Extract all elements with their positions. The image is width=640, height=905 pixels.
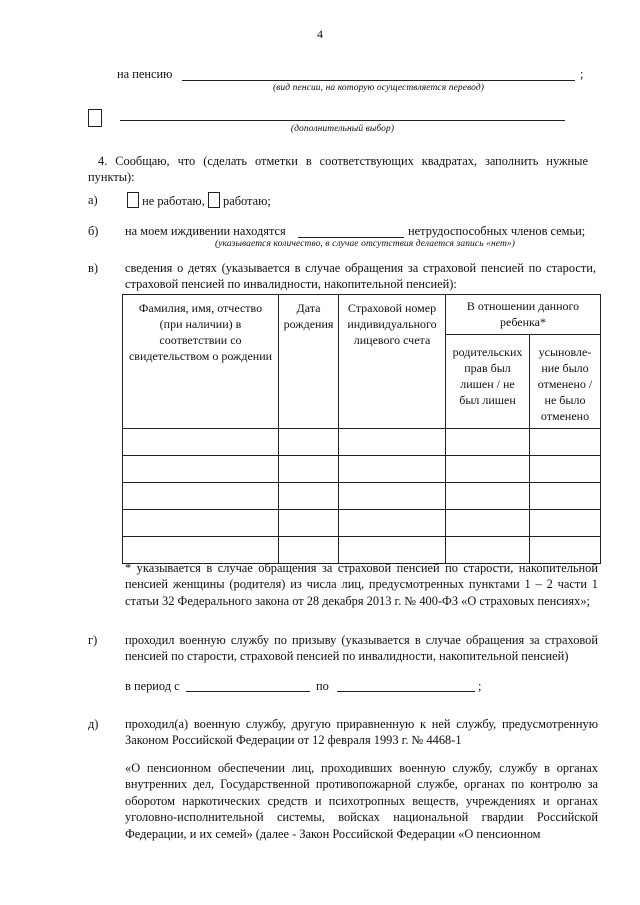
col-header-name: Фамилия, имя, отчество (при наличии) в соответствии со свидетельством о рождении <box>123 295 279 429</box>
dependents-text-after: нетрудоспособных членов семьи; <box>408 224 586 238</box>
children-table <box>122 294 601 564</box>
table-cell[interactable] <box>279 428 339 455</box>
col-header-relation: В отношении данного ребенка* <box>446 295 601 335</box>
table-cell[interactable] <box>279 482 339 509</box>
table-cell[interactable] <box>279 509 339 536</box>
table-row <box>123 455 601 482</box>
table-row <box>123 509 601 536</box>
pension-end: ; <box>580 67 584 81</box>
period-from-field[interactable] <box>186 691 310 692</box>
col-header-parental-rights: родительских прав был лишен / не был лишен <box>446 334 530 428</box>
additional-choice-hint: (дополнительный выбор) <box>290 124 395 134</box>
table-cell[interactable] <box>446 455 530 482</box>
table-cell[interactable] <box>530 482 601 509</box>
table-cell[interactable] <box>446 482 530 509</box>
working-label: работаю; <box>223 194 271 208</box>
table-cell[interactable] <box>446 428 530 455</box>
item-d-label: д) <box>88 717 99 731</box>
children-info-text: сведения о детях (указывается в случае обращения за страховой пенсией по старости, страховой пенсией по инвалидности, накопительной пенсией): <box>125 261 596 292</box>
col-header-snils: Страховой номер индивидуального лицевого счета <box>339 295 446 429</box>
col-header-adoption: усыновле-ние было отменено / не было отменено <box>530 334 601 428</box>
table-cell[interactable] <box>123 482 279 509</box>
table-cell[interactable] <box>339 509 446 536</box>
page-number: 4 <box>317 27 323 41</box>
table-cell[interactable] <box>530 509 601 536</box>
not-working-checkbox[interactable] <box>127 192 139 208</box>
col-header-birth-date: Дата рождения <box>279 295 339 429</box>
item-a-label: а) <box>88 193 98 207</box>
table-cell[interactable] <box>446 509 530 536</box>
table-header-row <box>123 295 601 335</box>
table-cell[interactable] <box>279 455 339 482</box>
pension-label: на пенсию <box>117 67 173 81</box>
period-to-label: по <box>316 679 329 693</box>
table-cell[interactable] <box>530 455 601 482</box>
period-from-label: в период с <box>125 679 180 693</box>
additional-choice-field[interactable] <box>120 120 565 121</box>
dependents-text-before: на моем иждивении находятся <box>125 224 286 238</box>
table-footnote: * указывается в случае обращения за страховой пенсией по старости, накопительной пенсией женщины (родителя) из числа лиц, предусмотренных пунктами 1 – 2 части 1 статьи 32 Федерального закона от 28 декабря 2013 г. № 400-ФЗ «О страховых пенсиях»; <box>125 561 598 608</box>
working-checkbox[interactable] <box>208 192 220 208</box>
additional-choice-checkbox[interactable] <box>88 109 102 127</box>
period-to-field[interactable] <box>337 691 475 692</box>
item-g-label: г) <box>88 633 98 647</box>
table-cell[interactable] <box>339 455 446 482</box>
military-service-text: проходил(а) военную службу, другую приравненную к ней службу, предусмотренную Законом Российской Федерации от 12 февраля 1993 г. № 4468-1 <box>125 717 598 748</box>
table-cell[interactable] <box>123 509 279 536</box>
table-cell[interactable] <box>339 428 446 455</box>
period-end: ; <box>478 679 482 693</box>
table-row <box>123 428 601 455</box>
not-working-label: не работаю, <box>142 194 205 208</box>
item-b-label: б) <box>88 224 99 238</box>
dependents-hint: (указывается количество, в случае отсутствия делается запись «нет») <box>214 239 516 249</box>
pension-type-field[interactable] <box>182 80 575 81</box>
law-title-quote: «О пенсионном обеспечении лиц, проходивших военную службу, службу в органах внутренних дел, Государственной противопожарной службе, органах по контролю за оборотом наркотических средств и психотропных веществ, учреждениях и органах уголовно-исполнительной системы, войсках национальной гвардии Российской Федерации, и их семей» (далее - Закон Российской Федерации «О пенсионном <box>125 761 598 841</box>
table-cell[interactable] <box>123 455 279 482</box>
item-c-label: в) <box>88 261 98 275</box>
table-cell[interactable] <box>339 482 446 509</box>
employment-row <box>127 192 271 209</box>
table-cell[interactable] <box>530 428 601 455</box>
table-row <box>123 482 601 509</box>
pension-type-hint: (вид пенсии, на которую осуществляется перевод) <box>272 83 485 93</box>
section-4-intro: 4. Сообщаю, что (сделать отметки в соответствующих квадратах, заполнить нужные пункты): <box>88 154 588 185</box>
military-conscription-text: проходил военную службу по призыву (указывается в случае обращения за страховой пенсией по старости, страховой пенсией по инвалидности, накопительной пенсией) <box>125 633 598 664</box>
table-cell[interactable] <box>123 428 279 455</box>
